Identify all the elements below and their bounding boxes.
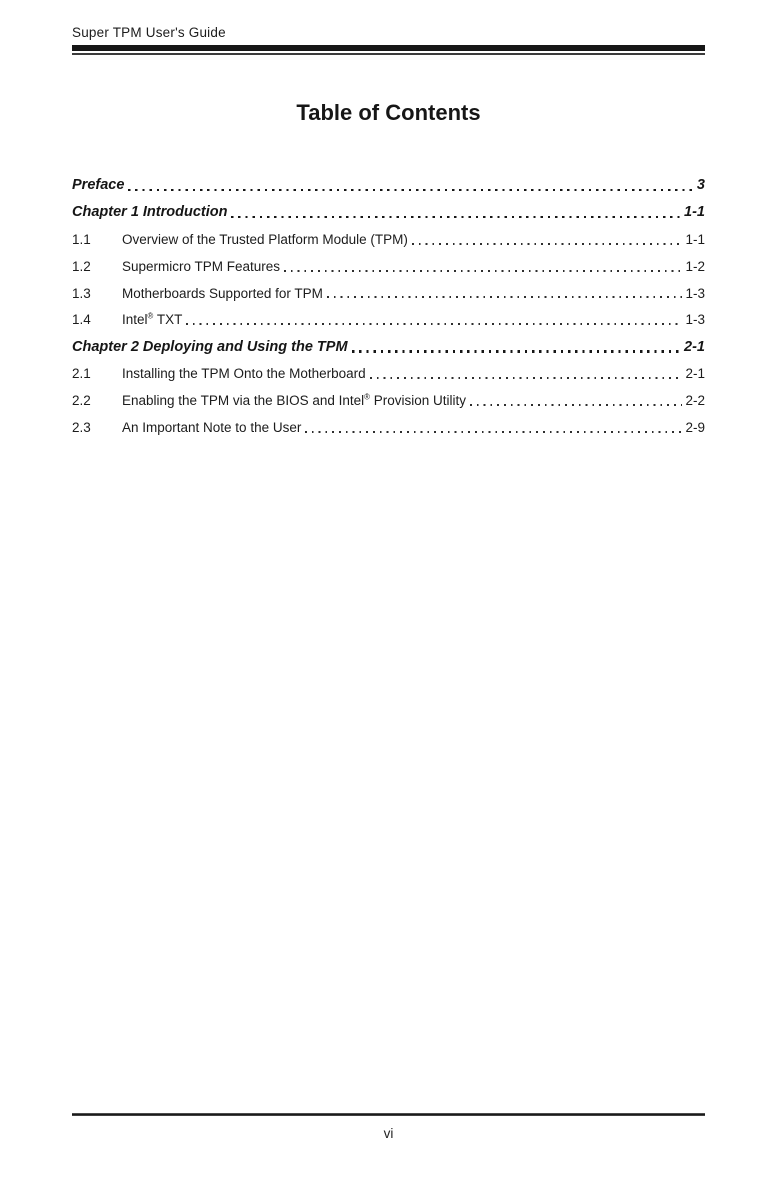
- toc-entry-number: 2.2: [72, 393, 91, 409]
- toc-entry-page: 1-1: [684, 204, 705, 221]
- toc-entry-number: 2.3: [72, 419, 91, 435]
- header-title: Super TPM User's Guide: [72, 25, 226, 40]
- toc-entry-page: 2-1: [685, 366, 705, 382]
- dot-leader: [412, 243, 683, 245]
- toc-entry-title: Intel® TXT: [122, 311, 183, 328]
- toc-entry[interactable]: [72, 199, 705, 226]
- toc-entry-number: 1.1: [72, 231, 91, 247]
- toc-entry-number: 2.1: [72, 366, 91, 382]
- toc-entry-number: 1.4: [72, 312, 91, 328]
- dot-leader: [305, 431, 682, 433]
- dot-leader: [284, 270, 682, 272]
- toc-entry[interactable]: [72, 333, 705, 360]
- toc-entry-title: Enabling the TPM via the BIOS and Intel® Provision Utility: [122, 392, 466, 409]
- toc-entry-page: 2-1: [684, 338, 705, 355]
- toc-entry-title: Supermicro TPM Features: [122, 258, 281, 274]
- toc-entry-title: Installing the TPM Onto the Motherboard: [122, 366, 366, 382]
- page-header: [72, 25, 705, 55]
- dot-leader: [327, 296, 683, 298]
- toc-entry[interactable]: [72, 414, 705, 441]
- toc-entry-number: 1.2: [72, 258, 91, 274]
- toc-entry-page: 2-9: [685, 419, 705, 435]
- dot-leader: [352, 350, 682, 352]
- toc-entry-title: Overview of the Trusted Platform Module (TPM): [122, 231, 408, 247]
- toc-entry-page: 1-3: [685, 285, 705, 301]
- toc-entry-title: An Important Note to the User: [122, 419, 302, 435]
- toc-entry-page: 2-2: [685, 393, 705, 409]
- toc-entry[interactable]: [72, 387, 705, 414]
- dot-leader: [231, 216, 681, 218]
- footer-rule: [72, 1113, 705, 1116]
- toc-entry[interactable]: [72, 360, 705, 387]
- toc-entry[interactable]: [72, 253, 705, 280]
- toc-entry[interactable]: [72, 306, 705, 333]
- toc-entry-title: Preface: [72, 177, 125, 194]
- footer-page-number: vi: [383, 1126, 394, 1141]
- toc-list: [72, 172, 705, 441]
- dot-leader: [186, 323, 682, 325]
- toc-entry[interactable]: [72, 226, 705, 253]
- dot-leader: [128, 189, 694, 191]
- dot-leader: [370, 377, 683, 379]
- toc-entry-title: Chapter 1 Introduction: [72, 204, 228, 221]
- header-rule-thick: [72, 45, 705, 51]
- toc-entry[interactable]: [72, 280, 705, 307]
- page-title: Table of Contents: [296, 100, 481, 125]
- toc-entry-title: Motherboards Supported for TPM: [122, 285, 323, 301]
- header-rule-thin: [72, 53, 705, 55]
- toc-entry[interactable]: [72, 172, 705, 199]
- toc-entry-number: 1.3: [72, 285, 91, 301]
- toc-entry-page: 3: [696, 177, 705, 194]
- toc-entry-page: 1-2: [685, 258, 705, 274]
- dot-leader: [470, 404, 683, 406]
- toc-entry-title: Chapter 2 Deploying and Using the TPM: [72, 338, 348, 355]
- page-footer: [72, 1113, 705, 1141]
- toc-entry-page: 1-3: [685, 312, 705, 328]
- toc-entry-page: 1-1: [685, 231, 705, 247]
